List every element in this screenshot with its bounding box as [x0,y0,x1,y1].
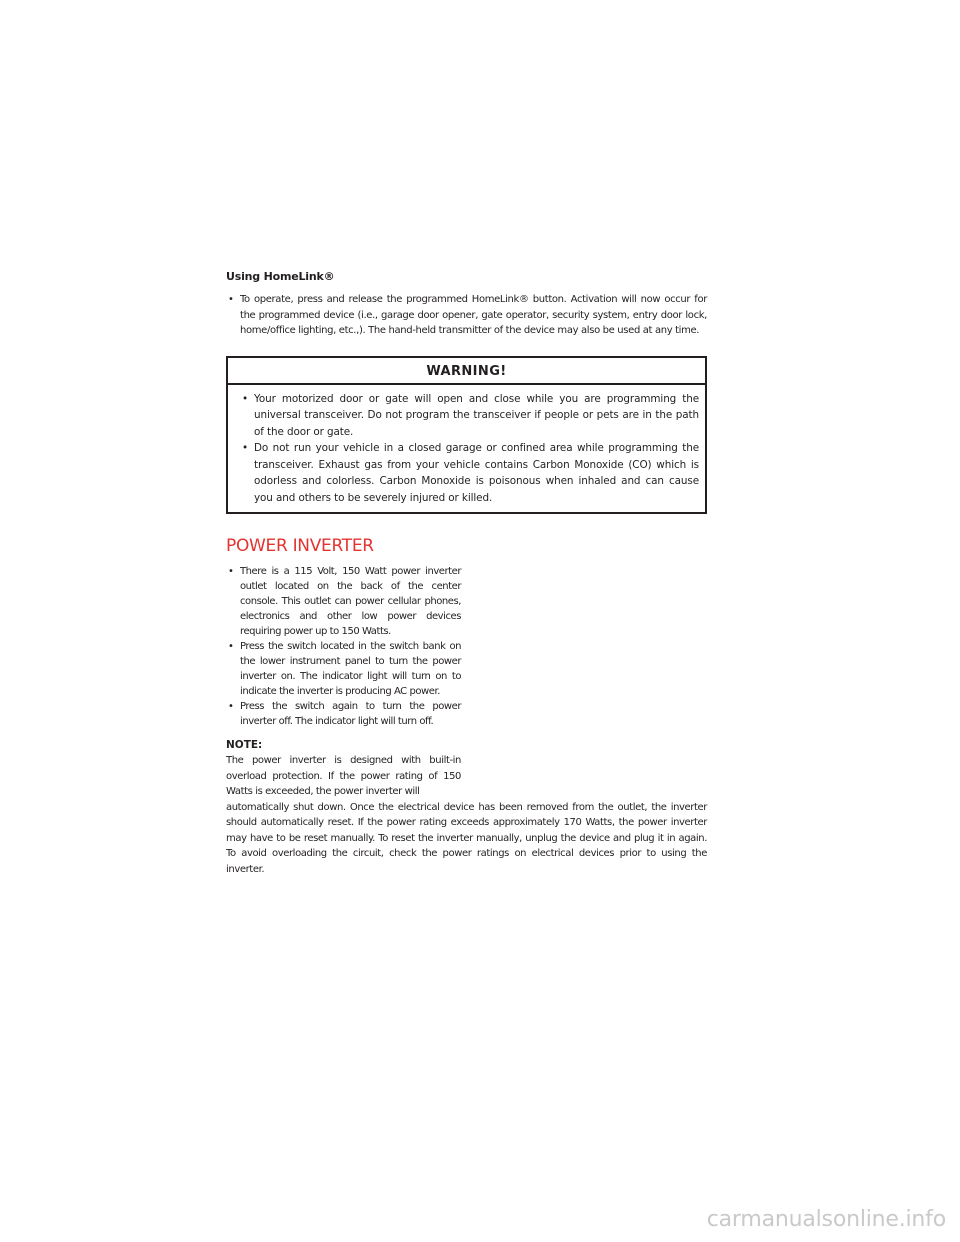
warning-body [228,385,705,513]
note-text-part1: The power inverter is designed with built-in overload protection. If the power rating of 150 Watts is exceeded, the power inverter will [226,755,461,797]
homelink-bullet: • To operate, press and release the programmed HomeLink® button. Activation will now occur for the programmed device (i.e., garage door opener, gate operator, security system, entry door lock, home/office lighting, etc.,). The hand-held transmitter of the device may also be used at any time. [226,292,707,339]
section-title-power-inverter: POWER INVERTER [226,536,374,556]
warning-list [240,391,699,507]
note-text-part2: automatically shut down. Once the electrical device has been removed from the outlet, the inverter should automatically reset. If the power rating exceeds approximately 170 Watts, the power inverter may have to be reset manually. To reset the inverter manually, unplug the device and plug it in again. To avoid overloading the circuit, check the power ratings on electrical devices prior to using the inverter. [226,801,707,875]
page-content [226,270,707,877]
watermark: carmanualsonline.info [706,1207,946,1232]
note-label: NOTE: [226,739,263,751]
power-inverter-bullet: • There is a 115 Volt, 150 Watt power inverter outlet located on the back of the center console. This outlet can power cellular phones, electronics and other low power devices requiring power up to 150 Watts. [226,564,461,639]
warning-item: • Your motorized door or gate will open and close while you are programming the universal transceiver. Do not program the transceiver if people or pets are in the path of the door or gate. [240,391,699,441]
homelink-bullets [226,292,707,339]
warning-item: • Do not run your vehicle in a closed garage or confined area while programming the transceiver. Exhaust gas from your vehicle contains Carbon Monoxide (CO) which is odorless and colorless. Carbon Monoxide is poisonous when inhaled and can cause you and others to be severely injured or killed. [240,440,699,506]
homelink-heading: Using HomeLink® [226,270,335,283]
power-inverter-bullet: • Press the switch located in the switch bank on the lower instrument panel to turn the power inverter on. The indicator light will turn on to indicate the inverter is producing AC power. [226,639,461,699]
power-inverter-bullets [226,564,461,729]
power-inverter-bullet: • Press the switch again to turn the power inverter off. The indicator light will turn off. [226,699,461,729]
warning-box [226,356,707,515]
warning-title: WARNING! [228,358,705,385]
